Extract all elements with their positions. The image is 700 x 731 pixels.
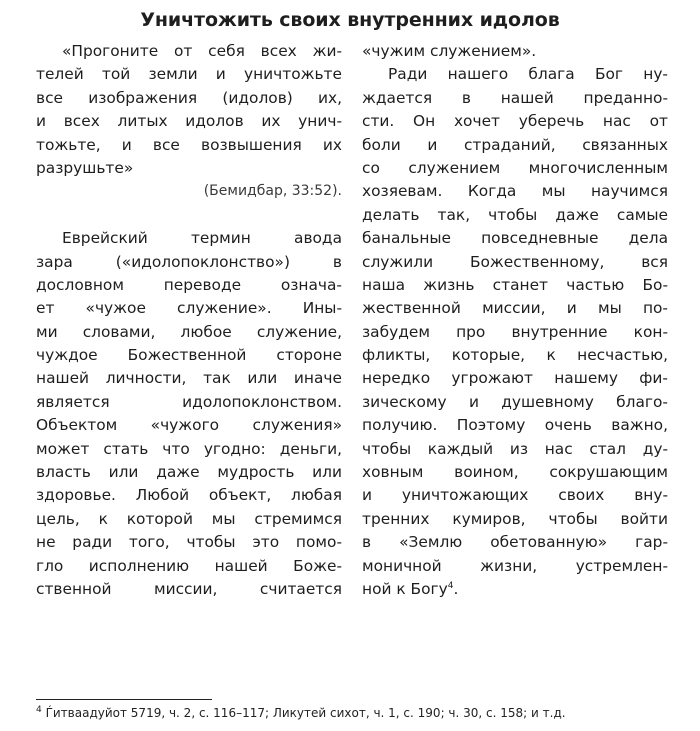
text-line: Объектом «чужого служения» — [36, 416, 342, 435]
footnote — [36, 706, 676, 720]
text-line: моничной жизни, устремлен- — [362, 556, 668, 575]
text-line: фликты, которые, к несчастью, — [362, 346, 668, 365]
text-line: дословном переводе означа- — [36, 275, 342, 294]
quote-line: разрушьте» — [36, 158, 134, 177]
epigraph-quote — [36, 40, 342, 204]
quote-line: тожьте, и все возвышения их — [36, 135, 342, 154]
text-line: чуждое Божественной стороне — [36, 346, 342, 365]
quote-source: (Бемидбар, 33:52). — [203, 183, 342, 200]
left-column — [36, 40, 342, 601]
footnote-text: Ѓитваадуйот 5719, ч. 2, с. 116–117; Ликутей сихот, ч. 1, с. 190; ч. 30, с. 158; и т.д. — [45, 706, 566, 720]
quote-line: «Прогоните от себя всех жи- — [62, 42, 342, 60]
text-line: ственной миссии, считается — [36, 579, 342, 598]
quote-line: телей той земли и уничтожьте — [36, 65, 342, 84]
text-line: является идолопоклонством. — [36, 392, 342, 411]
text-line: «чужим служением». — [362, 42, 537, 60]
text-line: хозяевам. Когда мы научимся — [362, 182, 668, 201]
text-line: ждается в нашей преданно- — [362, 88, 668, 107]
text-line: здоровье. Любой объект, любая — [36, 486, 342, 505]
text-line: ет «чужое служение». Ины- — [36, 299, 342, 318]
text-line: зическому и душевному благо- — [362, 392, 668, 411]
text-line: ми словами, любое служение, — [36, 322, 342, 341]
text-line: и уничтожающих своих вну- — [362, 486, 668, 505]
text-line: получию. Поэтому очень важно, — [362, 416, 668, 435]
text-line: цель, к которой мы стремимся — [36, 509, 342, 528]
body-paragraph — [36, 227, 342, 601]
text-line: не ради того, чтобы это помо- — [36, 533, 342, 552]
page-title: Уничтожить своих внутренних идолов — [140, 9, 560, 31]
text-line: наша жизнь станет частью Бо- — [362, 275, 668, 294]
text-line: со служением многочисленным — [362, 158, 668, 177]
right-column — [362, 40, 668, 601]
text-line: власть или даже мудрость или — [36, 463, 342, 482]
text-line: забудем про внутренние кон- — [362, 322, 668, 341]
text-line: банальные повседневные дела — [362, 229, 668, 248]
text-line: ной к Богу — [362, 579, 448, 598]
text-line: делать так, чтобы даже самые — [362, 205, 668, 224]
text-line: чтобы каждый из нас стал ду- — [362, 439, 668, 458]
text-line: в «Землю обетованную» гар- — [362, 533, 668, 552]
text-line: Ради нашего блага Бог ну- — [388, 65, 668, 84]
footnote-divider — [36, 699, 212, 700]
text-line: зара («идолопоклонство») в — [36, 252, 342, 271]
footnote-mark: 4 — [36, 705, 42, 715]
text-line: служили Божественному, вся — [362, 252, 668, 271]
text-line: жественной миссии, и мы по- — [362, 299, 668, 318]
quote-line: и всех литых идолов их унич- — [36, 112, 342, 131]
text-line: тренних кумиров, чтобы войти — [362, 509, 668, 528]
text-line: может стать что угодно: деньги, — [36, 439, 342, 458]
text-line: сти. Он хочет уберечь нас от — [362, 112, 668, 131]
text-line: боли и страданий, связанных — [362, 135, 668, 154]
text-line: Еврейский термин авода — [62, 229, 342, 248]
quote-line: все изображения (идолов) их, — [36, 88, 342, 107]
text-line: нередко угрожают нашему фи- — [362, 369, 668, 388]
text-line: нашей личности, так или иначе — [36, 369, 342, 388]
text-line: ховным воином, сокрушающим — [362, 463, 668, 482]
text-line-last: ной к Богу$^4$. — [362, 579, 459, 598]
text-line: гло исполнению нашей Боже- — [36, 556, 342, 575]
footnote-reference[interactable]: 4 — [447, 580, 454, 591]
